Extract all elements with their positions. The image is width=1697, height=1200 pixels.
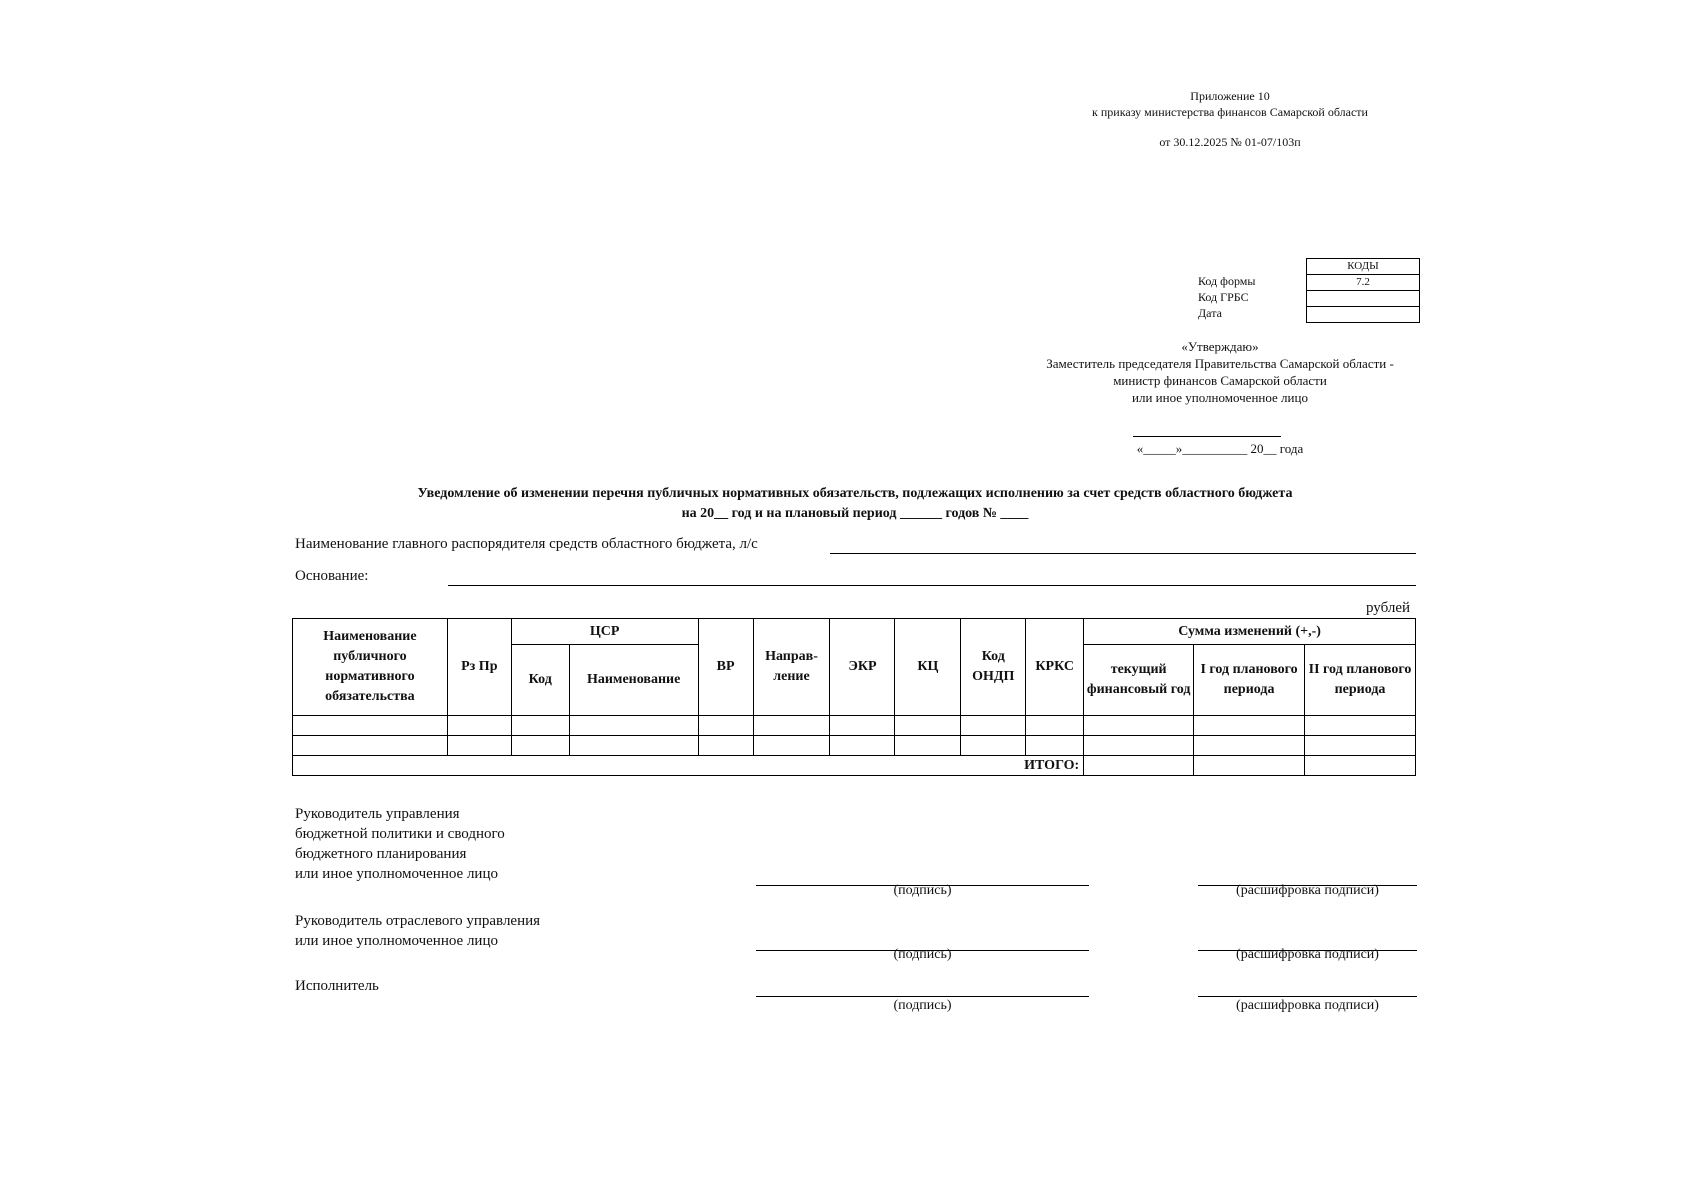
document-title: [270, 484, 1440, 524]
executor-decode-caption: (расшифровка подписи): [1236, 998, 1379, 1013]
obligations-table: [292, 618, 1416, 776]
appendix-date: от 30.12.2025 № 01-07/103п: [1159, 135, 1301, 149]
col-ekr: ЭКР: [830, 619, 895, 716]
total-plan-year-2[interactable]: [1305, 756, 1416, 776]
executor-decode-line[interactable]: [1198, 996, 1417, 997]
signer-2-position: [295, 911, 540, 951]
approver-position-2: министр финансов Самарской области: [1113, 373, 1327, 388]
executor-signature-caption: (подпись): [893, 998, 952, 1013]
table-row: [293, 716, 1416, 736]
signer-2-line-2: или иное уполномоченное лицо: [295, 933, 498, 949]
signer-1-signature-caption: (подпись): [893, 883, 952, 898]
codes-box: [1306, 258, 1420, 323]
col-csr-code: Код: [511, 645, 569, 716]
total-label: ИТОГО:: [293, 756, 1084, 776]
col-current-year: текущий финансовый год: [1084, 645, 1194, 716]
basis-label: Основание:: [295, 568, 369, 584]
form-code-value[interactable]: 7.2: [1307, 275, 1419, 291]
title-line-2: на 20__ год и на плановый период ______ годов № ____: [681, 506, 1029, 521]
approver-signature-line[interactable]: [1133, 436, 1281, 437]
appendix-header: [1030, 88, 1430, 150]
grbs-code-label: Код ГРБС: [1198, 290, 1249, 304]
total-row: [293, 756, 1416, 776]
basis-input-line[interactable]: [448, 585, 1416, 586]
table-row: [293, 736, 1416, 756]
signer-2-line-1: Руководитель отраслевого управления: [295, 913, 541, 929]
appendix-order: к приказу министерства финансов Самарской области: [1092, 105, 1368, 119]
date-code-value[interactable]: [1307, 307, 1419, 323]
codes-labels: [1198, 274, 1255, 322]
col-csr: ЦСР: [511, 619, 698, 645]
approval-date: «_____»__________ 20__ года: [1136, 441, 1304, 456]
col-csr-name: Наименование: [569, 645, 698, 716]
col-krks: КРКС: [1026, 619, 1084, 716]
col-sum: Сумма изменений (+,-): [1084, 619, 1416, 645]
signer-1-line-3: бюджетного планирования: [295, 846, 467, 862]
col-ondp: Код ОНДП: [961, 619, 1026, 716]
col-direction: Направ-ление: [753, 619, 830, 716]
col-name: Наименование публичного нормативного обязательства: [293, 619, 448, 716]
signer-2-decode-caption: (расшифровка подписи): [1236, 947, 1379, 962]
title-line-1: Уведомление об изменении перечня публичных нормативных обязательств, подлежащих исполнению за счет средств областного бюджета: [417, 486, 1293, 501]
col-plan-year-2: II год планового периода: [1305, 645, 1416, 716]
signer-2-signature-caption: (подпись): [893, 947, 952, 962]
signer-1-decode-caption: (расшифровка подписи): [1236, 883, 1379, 898]
signer-1-line-4: или иное уполномоченное лицо: [295, 866, 498, 882]
appendix-number: Приложение 10: [1190, 89, 1270, 103]
signer-1-position: [295, 804, 505, 884]
col-rzpr: Рз Пр: [447, 619, 511, 716]
total-plan-year-1[interactable]: [1194, 756, 1305, 776]
manager-label: Наименование главного распорядителя средств областного бюджета, л/с: [295, 536, 758, 552]
executor-label: Исполнитель: [295, 978, 379, 994]
date-code-label: Дата: [1198, 306, 1222, 320]
codes-header: КОДЫ: [1307, 259, 1419, 275]
manager-input-line[interactable]: [830, 553, 1416, 554]
form-code-label: Код формы: [1198, 274, 1256, 288]
executor-signature-line[interactable]: [756, 996, 1089, 997]
currency-unit: рублей: [1366, 600, 1411, 616]
approval-block: [1010, 338, 1430, 406]
approver-position-1: Заместитель председателя Правительства Самарской области -: [1046, 356, 1394, 371]
approve-word: «Утверждаю»: [1181, 339, 1259, 354]
signer-1-line-1: Руководитель управления: [295, 806, 460, 822]
total-current-year[interactable]: [1084, 756, 1194, 776]
col-plan-year-1: I год планового периода: [1194, 645, 1305, 716]
grbs-code-value[interactable]: [1307, 291, 1419, 307]
col-vr: ВР: [698, 619, 753, 716]
signer-1-line-2: бюджетной политики и сводного: [295, 826, 505, 842]
col-kc: КЦ: [895, 619, 961, 716]
approver-position-3: или иное уполномоченное лицо: [1132, 390, 1308, 405]
